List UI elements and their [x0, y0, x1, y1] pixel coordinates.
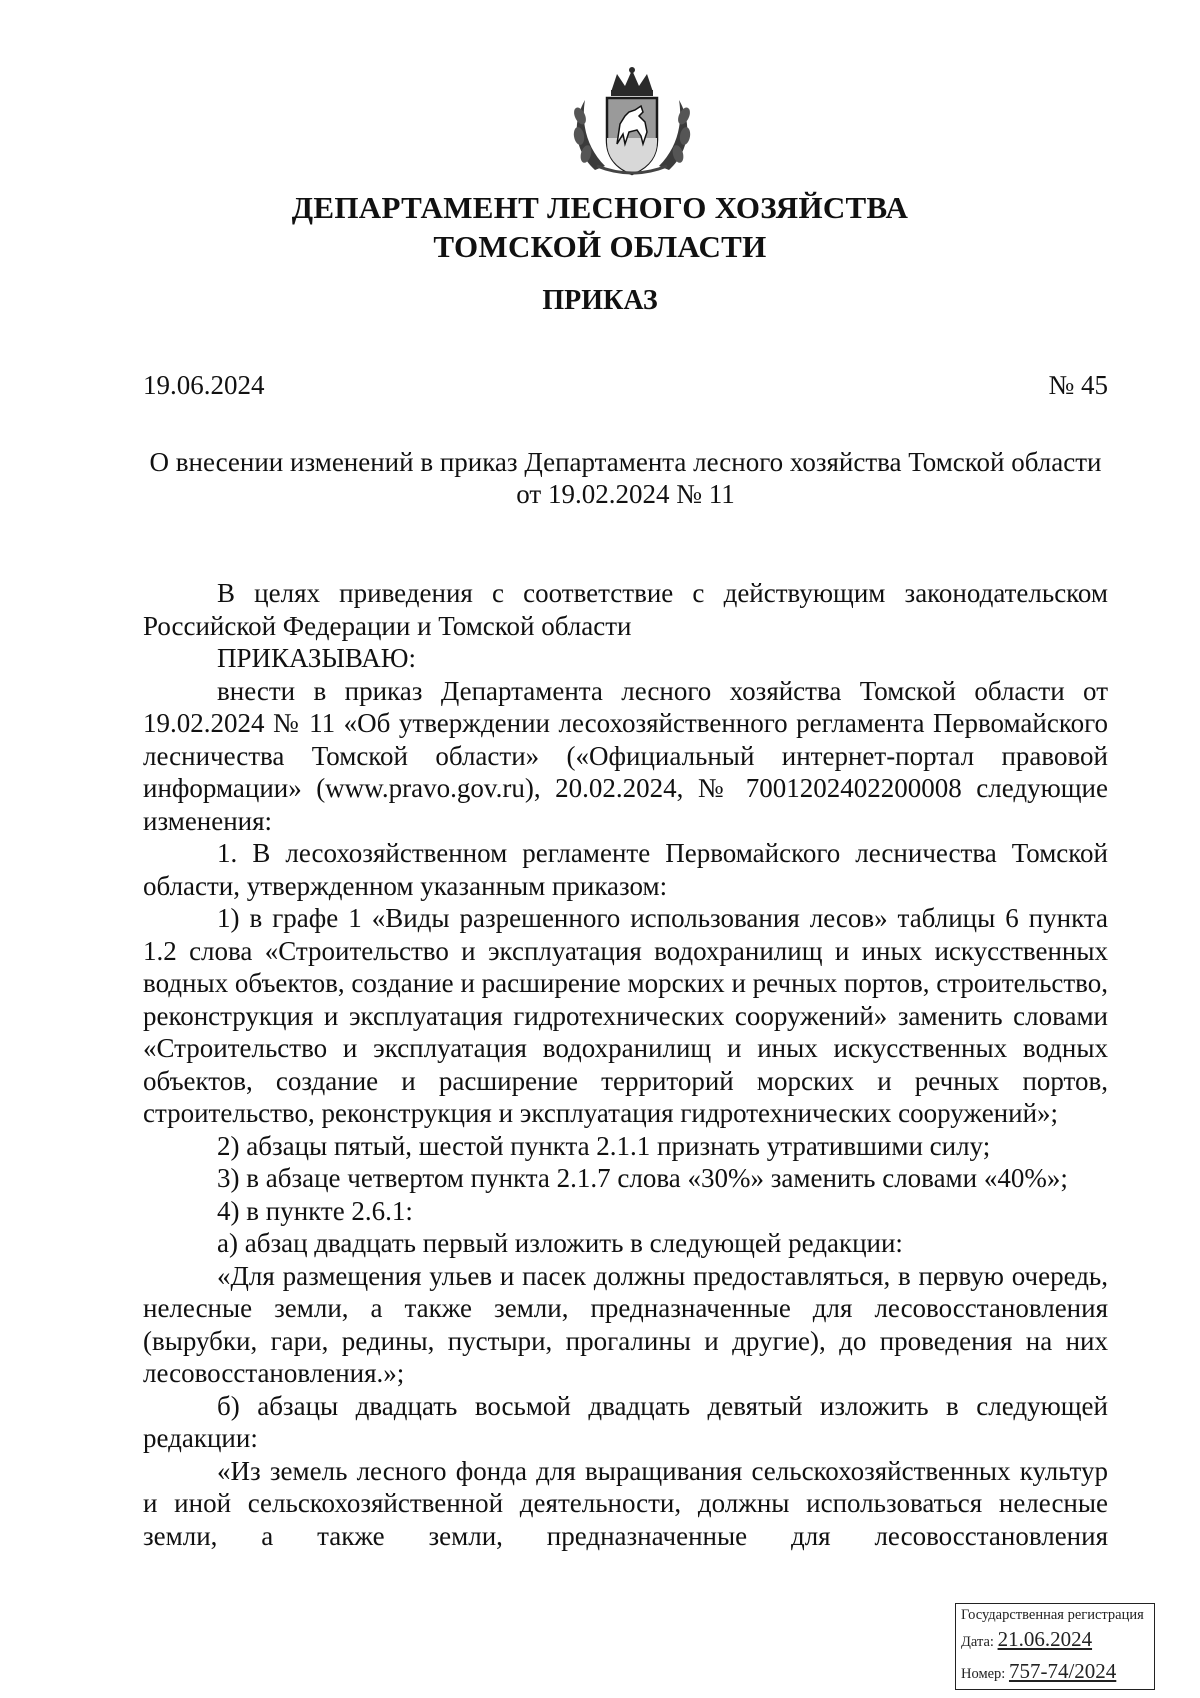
stamp-date-row [961, 1625, 1149, 1657]
subclause-4b: б) абзацы двадцать восьмой двадцать девятый изложить в следующей редакции: [143, 1390, 1108, 1453]
stamp-date-value: 21.06.2024 [997, 1627, 1093, 1651]
preamble-paragraph: В целях приведения с соответствие с действующим законодательском Российской Федерации и Томской области [143, 578, 1108, 641]
stamp-number-value: 757-74/2024 [1008, 1659, 1117, 1683]
subclause-2: 2) абзацы пятый, шестой пункта 2.1.1 признать утратившими силу; [217, 1130, 991, 1161]
subclause-4: 4) в пункте 2.6.1: [217, 1195, 413, 1226]
subclause-3: 3) в абзаце четвертом пункта 2.1.7 слова «30%» заменить словами «40%»; [217, 1163, 1068, 1193]
department-name-line-1: ДЕПАРТАМЕНТ ЛЕСНОГО ХОЗЯЙСТВА [291, 190, 909, 225]
stamp-title: Государственная регистрация [961, 1607, 1144, 1623]
stamp-number-row [961, 1657, 1149, 1689]
stamp-date-label: Дата: [961, 1634, 994, 1650]
order-subject: О внесении изменений в приказ Департамента лесного хозяйства Томской области от 19.02.2024 № 11 [149, 447, 1102, 509]
order-date: 19.06.2024 [143, 370, 265, 400]
directive-paragraph: внести в приказ Департамента лесного хозяйства Томской области от 19.02.2024 № 11 «Об утверждении лесохозяйственного регламента Первомайского лесничества Томской области» («Официальный интернет-портал правовой информации» (www.pravo.gov.ru), 20.02.2024, № 7001202402200008 следующие изменения: [143, 675, 1108, 836]
clause-1: 1. В лесохозяйственном регламенте Первомайского лесничества Томской области, утвержденном указанным приказом: [143, 838, 1108, 901]
subclause-1: 1) в графе 1 «Виды разрешенного использования лесов» таблицы 6 пункта 1.2 слова «Строительство и эксплуатация водохранилищ и иных искусственных водных объектов, создание и расширение морских и речных портов, строительство, реконструкция и эксплуатация гидротехнических сооружений» заменить словами «Строительство и эксплуатация водохранилищ и иных искусственных водных объектов, создание и расширение территорий морских и речных портов, строительство, реконструкция и эксплуатация гидротехнических сооружений»; [143, 903, 1108, 1128]
coat-of-arms-emblem [567, 66, 697, 178]
order-number: № 45 [1048, 370, 1108, 400]
order-body [143, 577, 1108, 1552]
subclause-4a: а) абзац двадцать первый изложить в следующей редакции: [217, 1228, 903, 1258]
stamp-number-label: Номер: [961, 1666, 1006, 1682]
directive-heading: ПРИКАЗЫВАЮ: [217, 643, 416, 673]
registration-stamp [955, 1603, 1155, 1690]
quoted-text-4a: «Для размещения ульев и пасек должны предоставляться, в первую очередь, нелесные земли, а также земли, предназначенные для лесовосстановления (вырубки, гари, редины, пустыри, прогалины и другие), до проведения на них лесовосстановления.»; [143, 1260, 1108, 1388]
quoted-text-4b: «Из земель лесного фонда для выращивания сельскохозяйственных культур и иной сельскохозяйственной деятельности, должны использоваться нелесные земли, а также земли, предназначенные для лесовосстановления [143, 1455, 1108, 1551]
document-type-heading: ПРИКАЗ [542, 285, 658, 316]
department-name-line-2: ТОМСКОЙ ОБЛАСТИ [433, 229, 767, 264]
